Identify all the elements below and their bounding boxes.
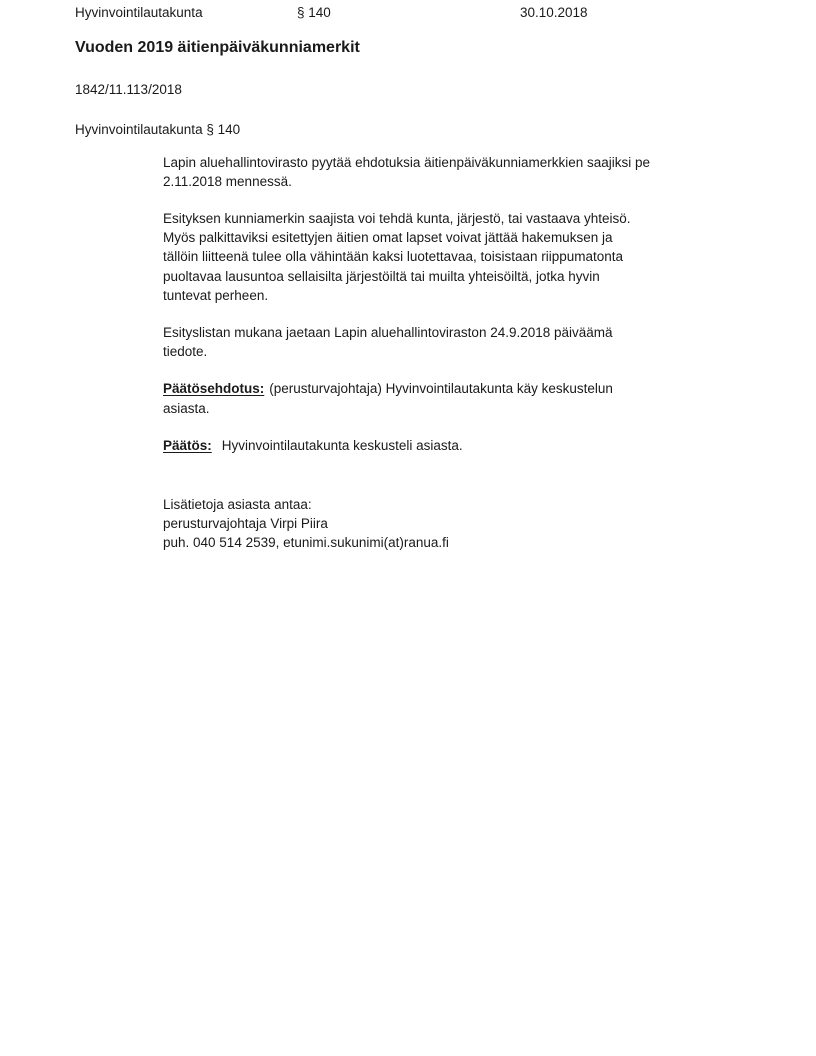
proposal-first-line	[163, 379, 745, 398]
proposal-label: Päätösehdotus:	[163, 381, 265, 397]
proposal-block	[163, 379, 745, 417]
paragraph-line: tiedote.	[163, 344, 208, 360]
header-committee-name: Hyvinvointilautakunta	[75, 5, 203, 20]
paragraph-line: tuntevat perheen.	[163, 287, 269, 303]
paragraph-line: Myös palkittaviksi esitettyjen äitien omat lapset voivat jättää hakemuksen ja	[163, 230, 613, 246]
contact-intro: Lisätietoja asiasta antaa:	[163, 497, 312, 513]
contact-phone-email: puh. 040 514 2539, etunimi.sukunimi(at)ranua.fi	[163, 535, 449, 551]
paragraph-attachment	[163, 323, 745, 361]
proposal-second-line: asiasta.	[163, 400, 210, 416]
proposal-text: (perusturvajohtaja) Hyvinvointilautakunta käy keskustelun	[269, 381, 613, 397]
document-header	[75, 3, 744, 22]
paragraph-line: Esityksen kunniamerkin saajista voi tehdä kunta, järjestö, tai vastaava yhteisö.	[163, 211, 631, 227]
document-body	[163, 153, 745, 553]
page-title: Vuoden 2019 äitienpäiväkunniamerkit	[75, 39, 360, 57]
contact-person: perusturvajohtaja Virpi Piira	[163, 516, 328, 532]
paragraph-line: tällöin liitteenä tulee olla vähintään kaksi luotettavaa, toisistaan riippumatonta	[163, 249, 624, 265]
contact-info-block	[163, 495, 745, 553]
section-heading: Hyvinvointilautakunta § 140	[75, 122, 241, 138]
paragraph-line: 2.11.2018 mennessä.	[163, 173, 292, 189]
header-meeting-date: 30.10.2018	[520, 5, 588, 20]
paragraph-eligibility	[163, 209, 745, 305]
paragraph-line: puoltavaa lausuntoa sellaisilta järjestöiltä tai muilta yhteisöiltä, jotka hyvin	[163, 268, 600, 284]
header-paragraph-ref: § 140	[297, 5, 331, 20]
case-number: 1842/11.113/2018	[75, 82, 182, 98]
paragraph-request	[163, 153, 745, 191]
decision-text: Hyvinvointilautakunta keskusteli asiasta.	[221, 437, 463, 453]
paragraph-line: Esityslistan mukana jaetaan Lapin aluehallintoviraston 24.9.2018 päiväämä	[163, 325, 613, 341]
decision-label: Päätös:	[163, 437, 212, 453]
decision-block	[163, 436, 745, 455]
paragraph-line: Lapin aluehallintovirasto pyytää ehdotuksia äitienpäiväkunniamerkkien saajiksi pe	[163, 154, 651, 170]
